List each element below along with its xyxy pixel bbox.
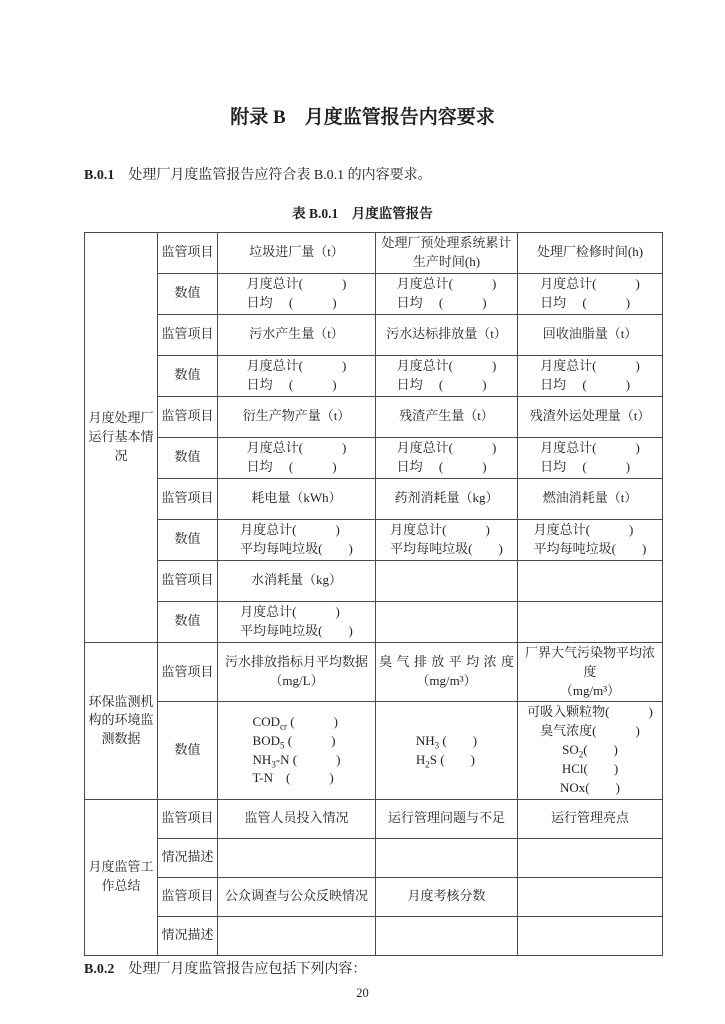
value-line: 日均 ( ): [540, 294, 631, 310]
value-cell: [376, 519, 518, 560]
item-cell: [218, 642, 376, 702]
page-title: 附录 B 月度监管报告内容要求: [230, 107, 495, 128]
value-block: [247, 357, 347, 395]
value-line: $NH_3-N$ ( ): [252, 751, 341, 770]
value-cell: [218, 601, 376, 642]
clause-b02-number: B.0.2: [84, 961, 115, 977]
value-line: $COD_{cr}$ ( ): [252, 713, 338, 732]
empty-cell: [518, 560, 663, 601]
table-row: [85, 314, 663, 355]
value-cell: [218, 273, 376, 314]
table-row: [85, 642, 663, 702]
table-row: [85, 396, 663, 437]
value-line: 平均每吨垃圾( ): [240, 622, 353, 638]
row-label-item: 监管项目: [158, 396, 218, 437]
item-cell: 污水产生量（t）: [218, 314, 376, 355]
empty-cell: [376, 916, 518, 955]
table-row: [85, 355, 663, 396]
value-block: [247, 275, 347, 313]
empty-cell: [518, 877, 663, 916]
value-block: [540, 275, 640, 313]
item-line: 污水排放指标月平均数据: [224, 654, 368, 670]
value-line: 日均 ( ): [396, 294, 487, 310]
table-row: [85, 437, 663, 478]
value-line: HCl( ): [561, 760, 619, 776]
row-label-desc: 情况描述: [158, 916, 218, 955]
item-cell: 燃油消耗量（t）: [518, 478, 663, 519]
value-cell: [518, 355, 663, 396]
value-line: 月度总计( ): [240, 604, 340, 620]
item-line: 臭气排放平均浓度: [379, 654, 514, 670]
row-label-value: 数值: [158, 273, 218, 314]
value-block: [240, 603, 353, 641]
value-cell: [518, 437, 663, 478]
table-row: [85, 519, 663, 560]
row-label-value: 数值: [158, 437, 218, 478]
value-line: 日均 ( ): [246, 376, 337, 392]
value-cell: [376, 702, 518, 799]
row-label-item: 监管项目: [158, 560, 218, 601]
value-cell: [376, 355, 518, 396]
table-row: [85, 601, 663, 642]
row-label-value: 数值: [158, 702, 218, 799]
value-line: 月度总计( ): [390, 522, 490, 538]
value-block: [416, 732, 477, 770]
row-label-item: 监管项目: [158, 314, 218, 355]
empty-cell: [376, 560, 518, 601]
value-line: 日均 ( ): [540, 458, 631, 474]
monthly-report-table: [84, 232, 663, 956]
item-cell: 耗电量（kWh）: [218, 478, 376, 519]
value-line: $H_2S$ ( ): [415, 751, 475, 770]
value-block: [247, 439, 347, 477]
value-cell: [218, 355, 376, 396]
table-row: [85, 838, 663, 877]
empty-cell: [376, 601, 518, 642]
item-cell: 衍生产物产量（t）: [218, 396, 376, 437]
item-cell: 处理厂检修时间(h): [518, 232, 663, 273]
item-cell: 处理厂预处理系统累计生产时间(h): [376, 232, 518, 273]
row-label-value: 数值: [158, 519, 218, 560]
value-block: [534, 521, 647, 559]
item-cell: [518, 642, 663, 702]
value-line: 月度总计( ): [396, 440, 497, 456]
value-line: 日均 ( ): [396, 376, 487, 392]
value-line: 日均 ( ): [246, 458, 337, 474]
section-label-summary: 月度监管工作总结: [85, 799, 158, 955]
row-label-item: 监管项目: [158, 642, 218, 702]
item-line: （mg/L）: [269, 673, 324, 689]
value-line: 月度总计( ): [246, 276, 347, 292]
row-label-item: 监管项目: [158, 799, 218, 838]
value-line: 月度总计( ): [246, 358, 347, 374]
value-cell: [376, 273, 518, 314]
page-number: 20: [356, 985, 369, 1000]
value-line: 平均每吨垃圾( ): [533, 540, 647, 556]
item-cell: 回收油脂量（t）: [518, 314, 663, 355]
value-line: 月度总计( ): [396, 358, 497, 374]
value-line: 月度总计( ): [533, 522, 634, 538]
row-label-item: 监管项目: [158, 877, 218, 916]
value-block: [540, 439, 640, 477]
item-cell: 公众调查与公众反映情况: [218, 877, 376, 916]
value-cell: [376, 437, 518, 478]
item-cell: 监管人员投入情况: [218, 799, 376, 838]
empty-cell: [518, 838, 663, 877]
item-cell: 运行管理亮点: [518, 799, 663, 838]
value-line: 平均每吨垃圾( ): [390, 540, 503, 556]
value-line: 日均 ( ): [246, 294, 337, 310]
table-row: [85, 702, 663, 799]
value-cell: [518, 519, 663, 560]
value-line: 日均 ( ): [540, 376, 631, 392]
clause-b01-number: B.0.1: [84, 168, 115, 183]
item-cell: 月度考核分数: [376, 877, 518, 916]
value-block: [397, 275, 497, 313]
table-caption: 表 B.0.1 月度监管报告: [292, 205, 433, 221]
value-line: 月度总计( ): [540, 440, 640, 456]
item-cell: 垃圾进厂量（t）: [218, 232, 376, 273]
item-cell: [376, 642, 518, 702]
table-row: [85, 560, 663, 601]
value-line: 平均每吨垃圾( ): [240, 540, 353, 556]
table-row: [85, 799, 663, 838]
table-row: [85, 478, 663, 519]
clause-b01-text: 处理厂月度监管报告应符合表 B.0.1 的内容要求。: [128, 168, 432, 183]
value-line: 日均 ( ): [396, 458, 487, 474]
value-block: [390, 521, 503, 559]
table-row: [85, 232, 663, 273]
value-line: 臭气浓度( ): [540, 723, 640, 739]
row-label-value: 数值: [158, 601, 218, 642]
empty-cell: [376, 838, 518, 877]
section-label-environment: 环保监测机构的环境监测数据: [85, 642, 158, 799]
clause-b02: [84, 961, 665, 980]
empty-cell: [218, 838, 376, 877]
value-cell: [218, 519, 376, 560]
value-block: [253, 713, 341, 788]
value-block: [397, 439, 497, 477]
value-line: 月度总计( ): [540, 276, 640, 292]
table-row: [85, 916, 663, 955]
clause-b02-text: 处理厂月度监管报告应包括下列内容：: [128, 961, 367, 977]
table-row: [85, 273, 663, 314]
empty-cell: [218, 916, 376, 955]
table-row: [85, 877, 663, 916]
row-label-value: 数值: [158, 355, 218, 396]
value-line: $BOD_5$ ( ): [252, 732, 336, 751]
row-label-item: 监管项目: [158, 232, 218, 273]
row-label-desc: 情况描述: [158, 838, 218, 877]
value-block: [397, 357, 497, 395]
item-line: 厂界大气污染物平均浓度: [524, 644, 655, 679]
value-line: NOx( ): [560, 779, 620, 795]
value-cell: [218, 437, 376, 478]
value-cell: [518, 273, 663, 314]
value-line: $SO_2$( ): [562, 742, 618, 760]
value-line: T-N ( ): [252, 770, 334, 786]
value-line: 月度总计( ): [396, 276, 497, 292]
item-line: （mg/m³）: [416, 673, 477, 689]
row-label-item: 监管项目: [158, 478, 218, 519]
value-line: $NH_3$ ( ): [415, 732, 478, 751]
item-cell: 运行管理问题与不足: [376, 799, 518, 838]
item-cell: 残渣产生量（t）: [376, 396, 518, 437]
value-block: [240, 521, 353, 559]
item-line: （mg/m³）: [559, 682, 621, 698]
value-cell: [218, 702, 376, 799]
empty-cell: [518, 601, 663, 642]
value-line: 月度总计( ): [246, 440, 347, 456]
empty-cell: [518, 916, 663, 955]
value-line: 月度总计( ): [240, 522, 340, 538]
value-cell: [518, 702, 663, 799]
item-cell: 污水达标排放量（t）: [376, 314, 518, 355]
value-line: 可吸入颗粒物( ): [527, 704, 653, 720]
clause-b01: [84, 167, 665, 186]
item-cell: 水消耗量（kg）: [218, 560, 376, 601]
value-line: 月度总计( ): [540, 358, 640, 374]
item-cell: 药剂消耗量（kg）: [376, 478, 518, 519]
value-block: [540, 357, 640, 395]
section-label-operation: 月度处理厂运行基本情况: [85, 232, 158, 642]
item-cell: 残渣外运处理量（t）: [518, 396, 663, 437]
